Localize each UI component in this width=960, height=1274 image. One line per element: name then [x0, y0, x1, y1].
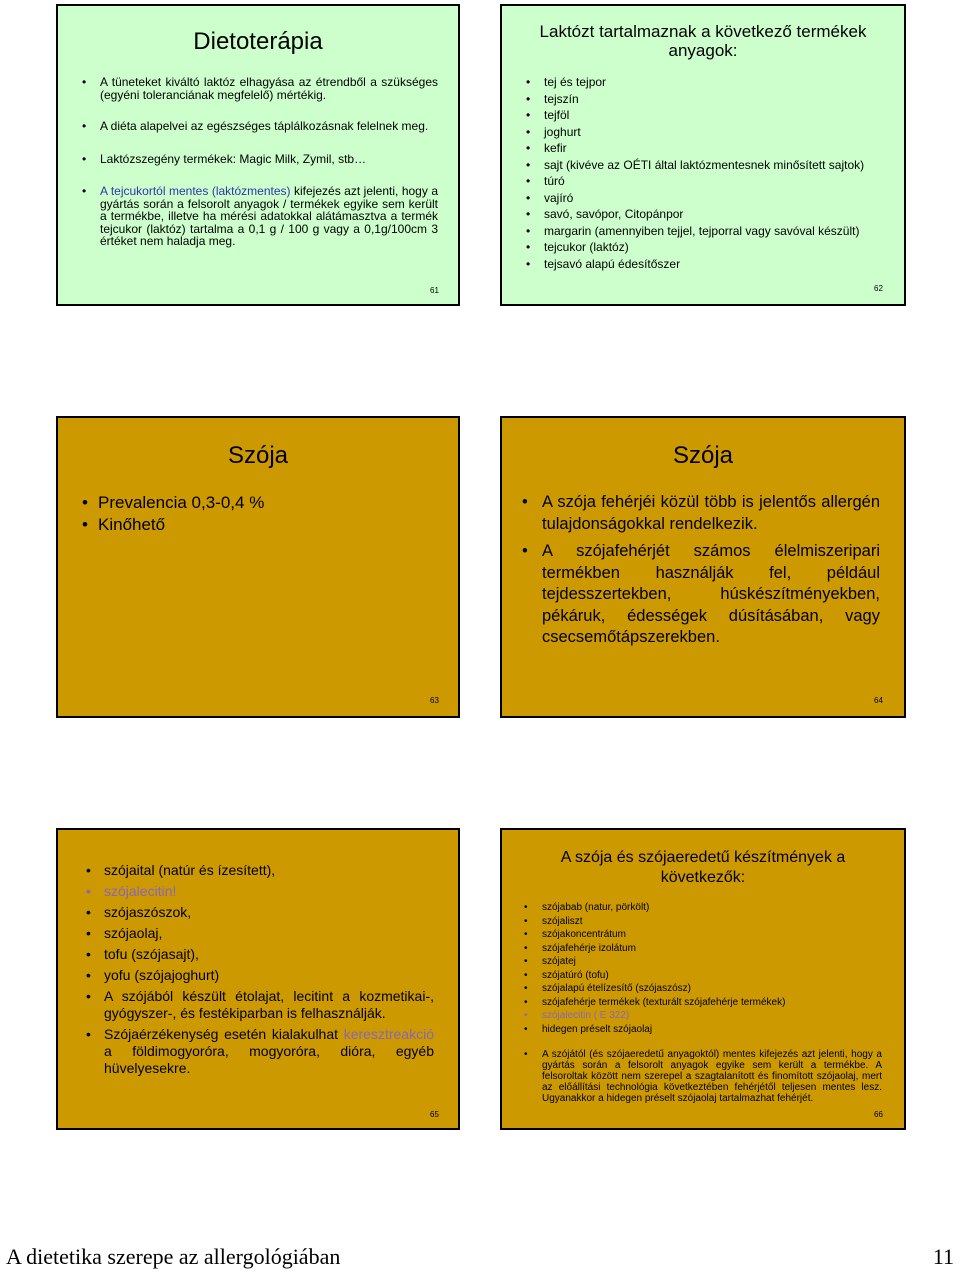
- slide-65: [56, 828, 460, 1130]
- list-item: • tejszín: [526, 93, 882, 106]
- list-item: • tofu (szójasajt),: [86, 946, 434, 963]
- list-item-text: a földimogyoróra, mogyoróra, dióra, egyéb hüvelyesekre.: [104, 1043, 434, 1076]
- bullet-list: [82, 76, 438, 248]
- slide-title: Szója: [227, 442, 289, 469]
- slide-61: [56, 4, 460, 306]
- list-item-text: kifejezés azt jelenti, hogy a gyártás során a felsorolt anyagok / termékek egyike sem került a termékbe, illetve ha mérési adatokkal alátámasztva a termék tejcukor (laktóz) tartalma a 0,1 g / 100 g vagy a 0,1g/100cm 3 értéket nem haladja meg.: [100, 184, 439, 248]
- bullet-list: [86, 862, 434, 1077]
- page-number: 61: [430, 286, 439, 295]
- list-item: • Kinőhető: [82, 514, 438, 536]
- list-item: • szójaszószok,: [86, 904, 434, 921]
- page-number: 65: [430, 1110, 439, 1119]
- list-item: [82, 185, 438, 248]
- slide-63: [56, 416, 460, 718]
- list-item: • szójafehérje termékek (texturált szójafehérje termékek): [524, 997, 882, 1009]
- bullet-list: [526, 76, 882, 270]
- list-item: • kefir: [526, 142, 882, 155]
- list-item: • tej és tejpor: [526, 76, 882, 89]
- list-item: • vajíró: [526, 192, 882, 205]
- list-item: • tejsavó alapú édesítőszer: [526, 258, 882, 271]
- list-item: • szójaliszt: [524, 916, 882, 928]
- list-item: • szójatej: [524, 956, 882, 968]
- list-item: • A szójától (és szójaeredetű anyagoktól) mentes kifejezés azt jelenti, hogy a gyártás során a felsorolt anyagok egyike sem került a termékbe. A felsoroltak között nem szerepel a szagtalanított és finomított szójaolaj, mert az előállítási technológia következtében fehérjétől teljesen mentes lesz. Ugyanakkor a hidegen préselt szójaolaj tartalmazhat fehérjét.: [524, 1049, 882, 1104]
- highlight-text: keresztreakció: [343, 1026, 434, 1042]
- list-item: • A diéta alapelvei az egészséges táplálkozásnak felelnek meg.: [82, 120, 438, 133]
- list-item: • szójaolaj,: [86, 925, 434, 942]
- list-item: [86, 1026, 434, 1077]
- list-item: • A szójafehérjét számos élelmiszeripari termékben használják fel, például tejdesszertekben, húskészítményekben, pékáruk, édességek dúsításában, vagy csecsemőtápszerekben.: [522, 541, 880, 649]
- list-item: • Prevalencia 0,3-0,4 %: [82, 492, 438, 514]
- page-number: 63: [430, 696, 439, 705]
- highlight-text: A tejcukortól mentes (laktózmentes): [100, 184, 291, 198]
- list-item: • hidegen préselt szójaolaj: [524, 1024, 882, 1036]
- bullet-list: [82, 492, 438, 536]
- list-item: • szójafehérje izolátum: [524, 943, 882, 955]
- list-item-text: Szójaérzékenység esetén kialakulhat: [104, 1026, 344, 1042]
- list-item: • szójaital (natúr és ízesített),: [86, 862, 434, 879]
- slide-title: Dietoterápia: [193, 28, 323, 55]
- slide-title: A szója és szójaeredetű készítmények a következők:: [560, 849, 846, 886]
- list-item: • tejföl: [526, 109, 882, 122]
- list-item: • túró: [526, 175, 882, 188]
- list-item: • sajt (kivéve az OÉTI által laktózmentesnek minősített sajtok): [526, 159, 882, 172]
- list-item: • szójalecitin ( E 322): [524, 1010, 882, 1022]
- list-item: • A tüneteket kiváltó laktóz elhagyása az étrendből a szükséges (egyéni toleranciának megfelelő) mértékig.: [82, 76, 438, 101]
- list-item: • tejcukor (laktóz): [526, 241, 882, 254]
- list-item: • margarin (amennyiben tejjel, tejporral vagy savóval készült): [526, 225, 882, 238]
- list-item: • Laktózszegény termékek: Magic Milk, Zymil, stb…: [82, 153, 438, 166]
- bullet-list: [522, 492, 880, 649]
- slide-66: [500, 828, 906, 1130]
- list-item: • szójalecitin!: [86, 883, 434, 900]
- list-item: • joghurt: [526, 126, 882, 139]
- list-item: • A szójából készült étolajat, lecitint a kozmetikai-, gyógyszer-, és festékiparban is felhasználják.: [86, 988, 434, 1022]
- bullet-list: [524, 902, 882, 1104]
- footer-title: A dietetika szerepe az allergológiában: [6, 1244, 341, 1269]
- list-item: • A szója fehérjéi közül több is jelentős allergén tulajdonságokkal rendelkezik.: [522, 492, 880, 535]
- list-item: • szójabab (natur, pörkölt): [524, 902, 882, 914]
- page-footer: [6, 1244, 954, 1274]
- slide-62: [500, 4, 906, 306]
- slide-64: [500, 416, 906, 718]
- page-number: 62: [874, 284, 883, 293]
- list-item: • yofu (szójajoghurt): [86, 967, 434, 984]
- list-item: • szójatúró (tofu): [524, 970, 882, 982]
- slide-title: Laktózt tartalmaznak a következő termékek anyagok:: [539, 22, 867, 60]
- slide-title: Szója: [672, 442, 734, 469]
- page-number: 64: [874, 696, 883, 705]
- list-item: • szójalapú ételízesítő (szójaszósz): [524, 983, 882, 995]
- list-item: • savó, savópor, Citopánpor: [526, 208, 882, 221]
- list-item: • szójakoncentrátum: [524, 929, 882, 941]
- footer-page-number: 11: [932, 1244, 954, 1269]
- page-number: 66: [874, 1110, 883, 1119]
